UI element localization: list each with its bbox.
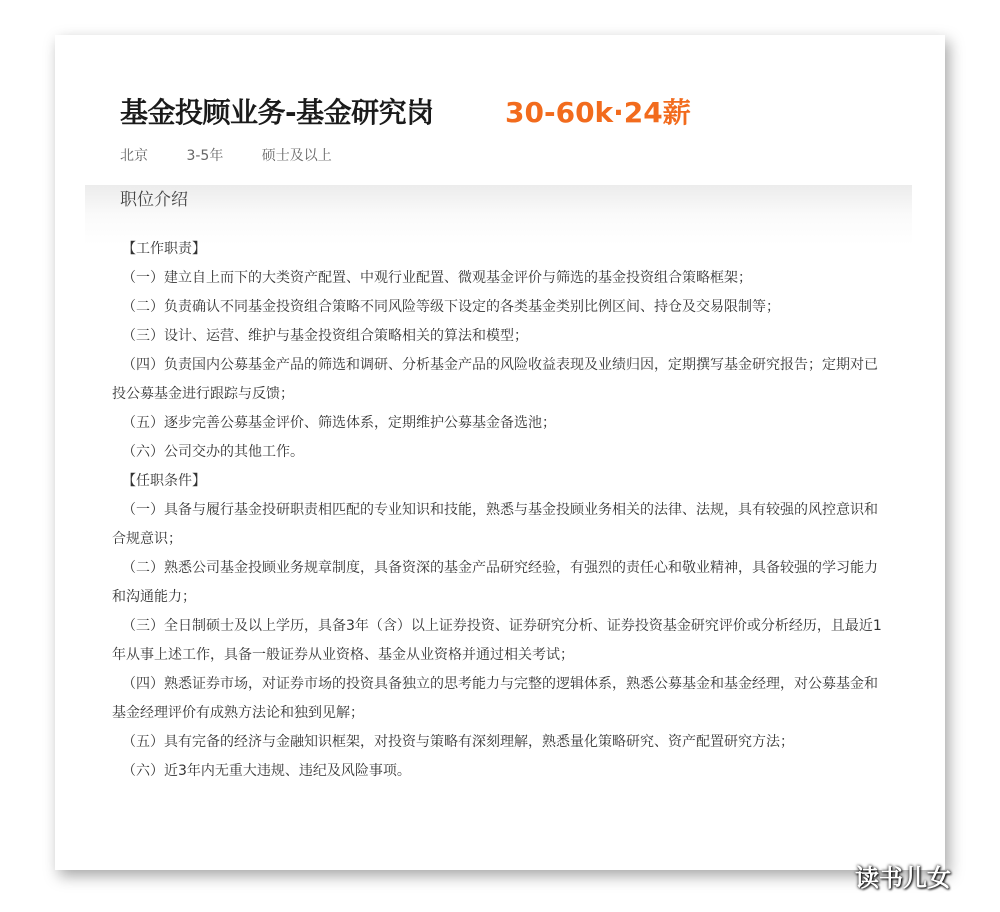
watermark: 读书儿女: [855, 864, 951, 892]
requirement-item: （三）全日制硕士及以上学历，具备3年（含）以上证券投资、证券研究分析、证券投资基金研究评价或分析经历，且最近1年从事上述工作，具备一般证券从业资格、基金从业资格并通过相关考试；: [112, 618, 882, 663]
job-meta: [120, 145, 366, 165]
job-description: [112, 235, 887, 786]
salary: 30-60k·24薪: [505, 96, 691, 129]
requirement-item: （六）近3年内无重大违规、违纪及风险事项。: [122, 763, 411, 779]
job-card: [55, 35, 945, 870]
duty-item: （三）设计、运营、维护与基金投资组合策略相关的算法和模型；: [122, 328, 528, 344]
duty-item: （五）逐步完善公募基金评价、筛选体系，定期维护公募基金备选池；: [122, 415, 556, 431]
duty-item: （二）负责确认不同基金投资组合策略不同风险等级下设定的各类基金类别比例区间、持仓及交易限制等；: [122, 299, 780, 315]
requirement-item: （二）熟悉公司基金投顾业务规章制度，具备资深的基金产品研究经验，有强烈的责任心和敬业精神，具备较强的学习能力和沟通能力；: [112, 560, 878, 605]
requirement-item: （五）具有完备的经济与金融知识框架，对投资与策略有深刻理解，熟悉量化策略研究、资产配置研究方法；: [122, 734, 794, 750]
location: 北京: [120, 148, 148, 164]
job-title: 基金投顾业务-基金研究岗: [120, 96, 434, 129]
requirement-item: （一）具备与履行基金投研职责相匹配的专业知识和技能，熟悉与基金投顾业务相关的法律、法规，具有较强的风控意识和合规意识；: [112, 502, 878, 547]
experience: 3-5年: [186, 148, 224, 164]
education: 硕士及以上: [261, 148, 332, 164]
duty-item: （四）负责国内公募基金产品的筛选和调研、分析基金产品的风险收益表现及业绩归因，定期撰写基金研究报告；定期对已投公募基金进行跟踪与反馈；: [112, 357, 878, 402]
duties-heading: 【工作职责】: [122, 241, 206, 257]
requirements-heading: 【任职条件】: [122, 473, 206, 489]
duty-item: （一）建立自上而下的大类资产配置、中观行业配置、微观基金评价与筛选的基金投资组合策略框架；: [122, 270, 752, 286]
section-title: 职位介绍: [120, 190, 188, 210]
job-description-panel: [85, 185, 912, 810]
duty-item: （六）公司交办的其他工作。: [122, 444, 304, 460]
requirement-item: （四）熟悉证券市场，对证券市场的投资具备独立的思考能力与完整的逻辑体系，熟悉公募基金和基金经理，对公募基金和基金经理评价有成熟方法论和独到见解；: [112, 676, 878, 721]
